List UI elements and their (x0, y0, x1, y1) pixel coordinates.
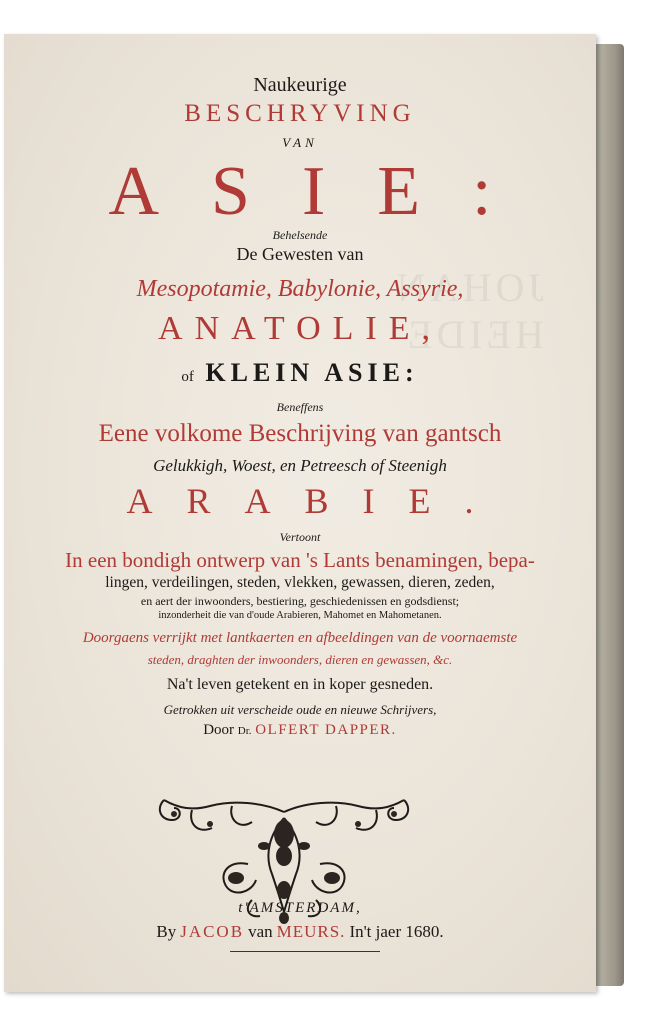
title-line-beneffens: Beneffens (276, 400, 324, 414)
title-line-beschryving: BESCHRYVING (184, 100, 416, 127)
author-name: OLFERT DAPPER. (255, 722, 397, 738)
word-klein-asie: KLEIN ASIE: (205, 358, 419, 387)
title-line-naukeurige: Naukeurige (253, 74, 347, 96)
title-page (4, 34, 596, 992)
title-line-na-t-leven: Na't leven getekent en in koper gesneden. (166, 676, 434, 693)
imprint-line (4, 922, 596, 942)
show-through-text: JOHAN HEIDE (392, 265, 544, 357)
word-dr: Dr. (237, 725, 252, 737)
title-line-anatolie: ANATOLIE, (158, 310, 442, 347)
title-line-door (4, 722, 596, 739)
title-line-gelukkigh: Gelukkigh, Woest, en Petreesch of Steenigh (153, 456, 447, 475)
title-line-mesopotamie: Mesopotamie, Babylonie, Assyrie, (136, 276, 464, 302)
title-line-aert: en aert der inwoonders, bestiering, geschiedenissen en godsdienst; (140, 594, 460, 608)
title-line-inzonderheit: inzonderheit die van d'oude Arabieren, Mahomet en Mahometanen. (158, 610, 442, 621)
imprint-year: In't jaer 1680. (349, 922, 444, 941)
title-line-arabie: ARABIE. (126, 481, 508, 521)
title-line-klein-asie (4, 358, 596, 388)
publisher-meurs: MEURS. (276, 922, 346, 941)
title-line-eene-volkome: Eene volkome Beschrijving van gantsch (98, 420, 502, 447)
title-line-steden: steden, draghten der inwoonders, dieren en gewassen, &c. (147, 652, 453, 667)
word-door: Door (203, 722, 235, 738)
publisher-jacob: JACOB (180, 922, 245, 941)
title-line-bondigh: In een bondigh ontwerp van 's Lants benamingen, bepa- (65, 548, 535, 572)
word-van: van (248, 922, 273, 941)
title-line-doorgaens: Doorgaens verrijkt met lantkaerten en afbeeldingen van de voornaemste (82, 630, 518, 646)
place-rule (230, 951, 380, 952)
title-line-behelsende: Behelsende (272, 228, 328, 242)
imprint-place: t'AMSTERDAM, (238, 900, 362, 916)
title-line-van: VAN (282, 135, 318, 150)
title-line-vertoont: Vertoont (279, 530, 321, 544)
title-line-gewesten: De Gewesten van (236, 244, 364, 264)
title-line-asie: ASIE: (108, 153, 544, 230)
title-line-lingen: lingen, verdeilingen, steden, vlekken, gewassen, dieren, zeden, (105, 574, 495, 591)
word-of: of (181, 369, 194, 385)
title-line-getrokken: Getrokken uit verscheide oude en nieuwe Schrijvers, (163, 702, 437, 717)
word-by: By (156, 922, 177, 941)
